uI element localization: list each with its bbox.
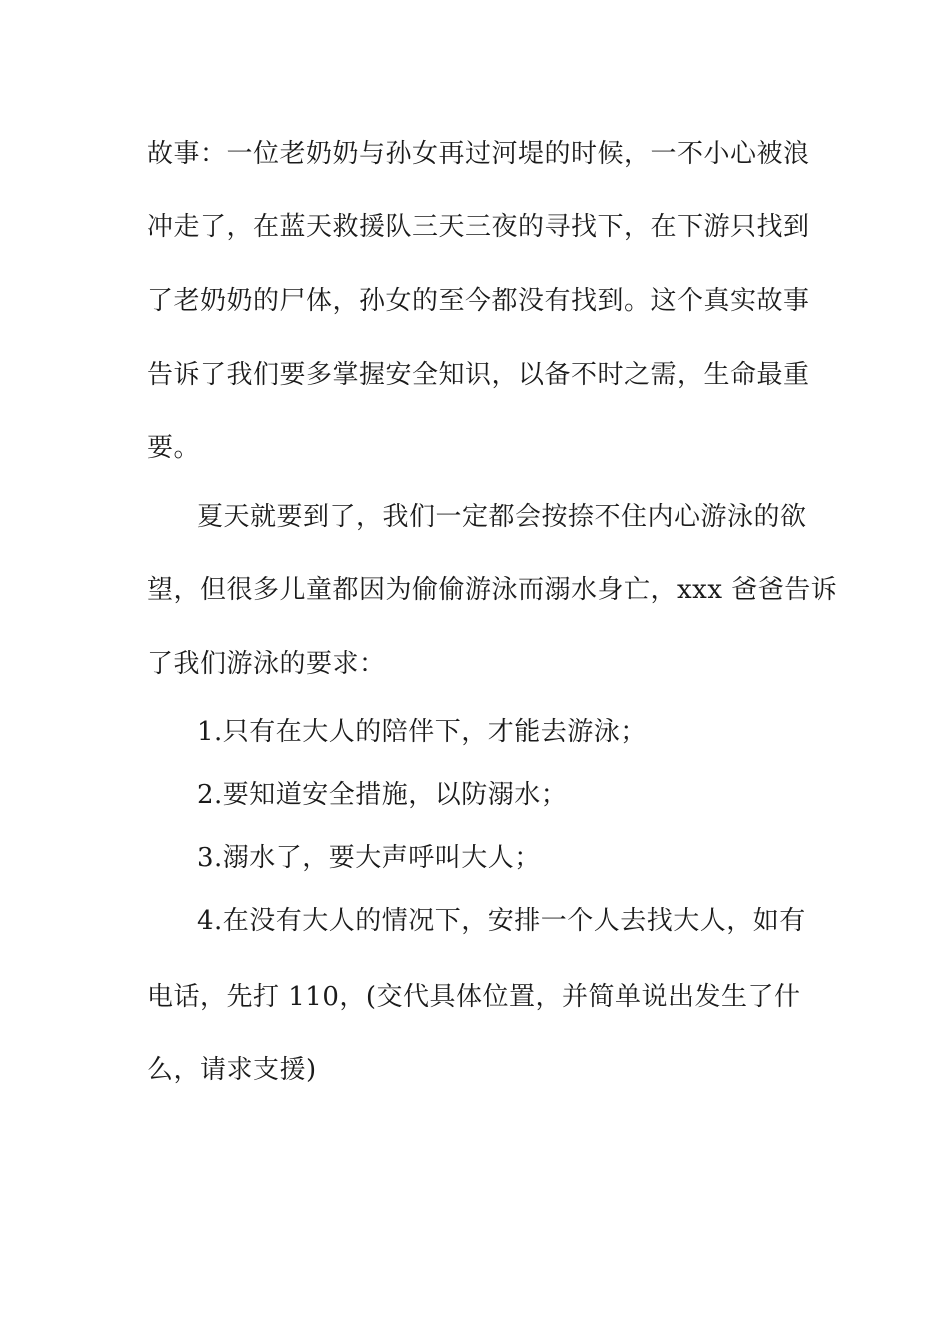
paragraph-2-line-2: 望，但很多儿童都因为偷偷游泳而溺水身亡，xxx 爸爸告诉 [147,575,838,605]
paragraph-1-line-2: 冲走了，在蓝天救援队三天三夜的寻找下，在下游只找到 [147,212,810,242]
rule-1: 1.只有在大人的陪伴下，才能去游泳； [197,717,647,747]
rule-2: 2.要知道安全措施，以防溺水； [197,780,568,810]
paragraph-1-line-4: 告诉了我们要多掌握安全知识，以备不时之需，生命最重 [147,360,810,390]
paragraph-2-line-1: 夏天就要到了，我们一定都会按捺不住内心游泳的欲 [197,502,807,532]
paragraph-2-line-3: 了我们游泳的要求： [147,649,386,679]
rule-4-line-2: 电话，先打 110，(交代具体位置，并简单说出发生了什 [147,982,801,1012]
rule-4-line-3: 么，请求支援) [147,1055,317,1085]
paragraph-1-line-1: 故事：一位老奶奶与孙女再过河堤的时候，一不小心被浪 [147,139,810,169]
paragraph-1-line-3: 了老奶奶的尸体，孙女的至今都没有找到。这个真实故事 [147,286,810,316]
rule-4-line-1: 4.在没有大人的情况下，安排一个人去找大人，如有 [197,906,806,936]
paragraph-1-line-5: 要。 [147,433,201,463]
rule-3: 3.溺水了，要大声呼叫大人； [197,843,541,873]
